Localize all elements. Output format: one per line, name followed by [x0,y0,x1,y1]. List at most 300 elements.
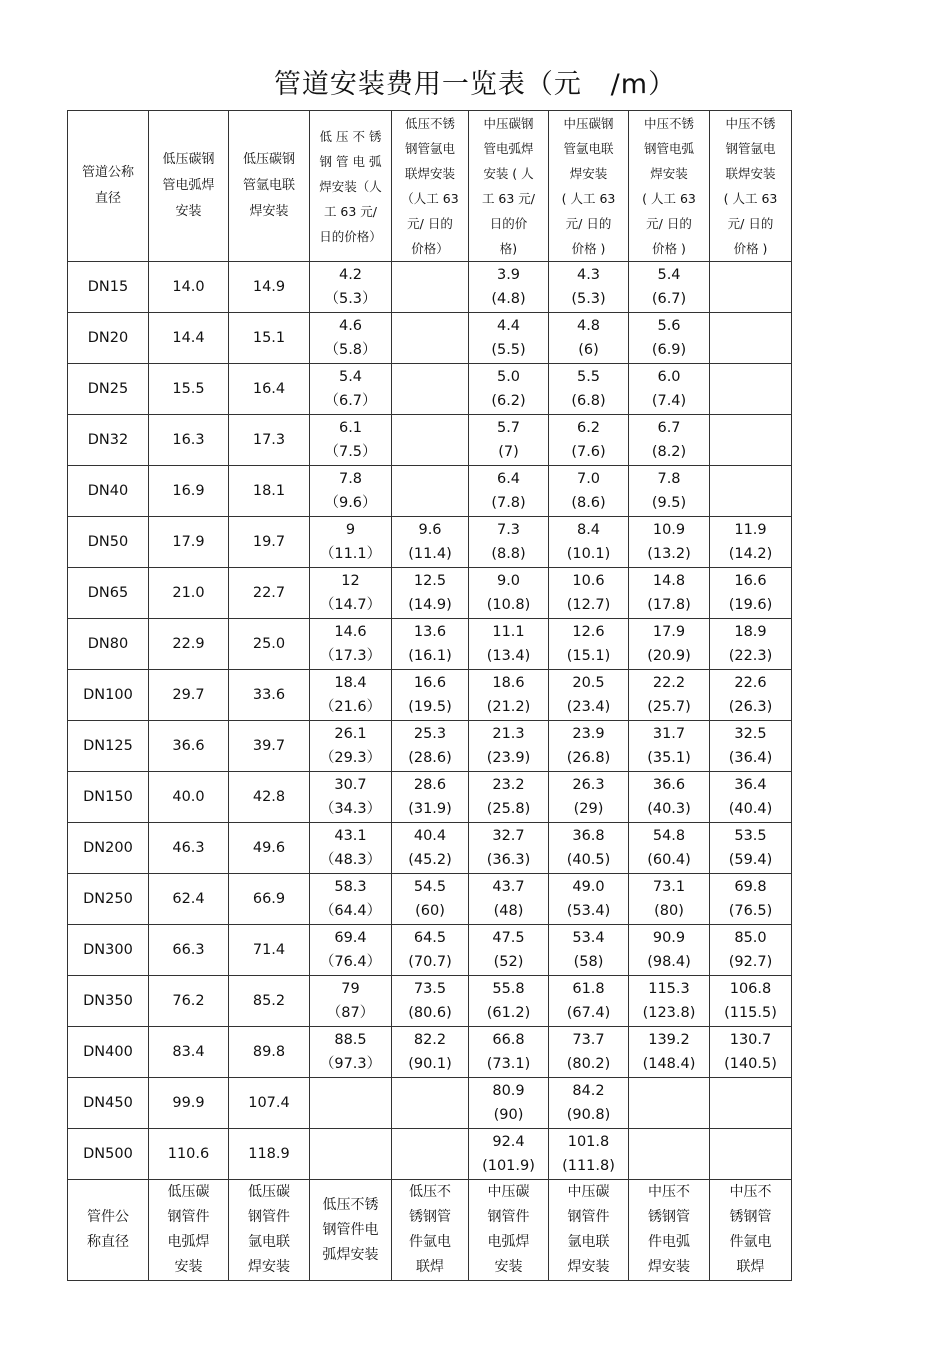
price-value: 11.9 [734,522,767,538]
table-row [68,517,792,568]
price-alt-value: （87） [326,1005,375,1021]
price-alt-value: （9.6） [324,495,377,511]
price-cell [229,1027,310,1078]
pipe-diameter-cell [68,1078,149,1129]
price-value: 73.7 [572,1032,605,1048]
price-value: 23.2 [492,777,525,793]
price-alt-value: (45.2) [408,852,452,868]
price-cell [229,925,310,976]
price-cell [710,1078,792,1129]
price-value: 14.8 [652,573,686,589]
price-alt-value: (5.5) [491,342,526,358]
price-alt-value: (10.8) [486,597,531,613]
price-cell [392,364,469,415]
price-alt-value: (15.1) [566,648,611,664]
price-value: 139.2 [648,1032,690,1048]
price-value: 73.1 [652,879,686,895]
pipe-diameter-cell [68,568,149,619]
price-cell [392,976,469,1027]
price-value: 53.4 [572,930,605,946]
header-cell [310,111,392,262]
price-cell [310,1129,392,1180]
price-alt-value: (21.2) [486,699,531,715]
price-value: 16.3 [172,432,205,448]
price-cell [310,976,392,1027]
page-title: 管道安装费用一览表（元 /m） [273,69,677,100]
header-label: 中压碳钢 管氩电联 焊安装 ( 人工 63 元/ 日的 价格 ) [561,116,616,256]
table-row [68,466,792,517]
price-cell [392,670,469,721]
price-value: 66.9 [252,891,286,907]
pipe-diameter-label: DN20 [87,330,129,346]
price-alt-value: (23.4) [566,699,611,715]
table-row [68,1078,792,1129]
price-cell [710,568,792,619]
price-cell [549,721,629,772]
price-value: 18.4 [334,675,367,691]
price-cell [629,619,710,670]
price-alt-value: (80.2) [566,1056,611,1072]
price-alt-value: (111.8) [562,1158,615,1174]
price-cell [469,772,549,823]
price-cell [229,721,310,772]
header-label: 中压不锈 钢管电弧 焊安装 ( 人工 63 元/ 日的 价格 ) [642,116,696,256]
price-cell [710,772,792,823]
header-cell [392,111,469,262]
price-value: 14.6 [334,624,367,640]
price-value: 6.2 [576,420,601,436]
header-cell [629,111,710,262]
price-cell [629,262,710,313]
price-cell [469,466,549,517]
price-alt-value: (67.4) [566,1005,611,1021]
price-cell [149,1027,229,1078]
price-value: 66.8 [492,1032,525,1048]
price-cell [229,517,310,568]
price-cell [549,1129,629,1180]
price-value: 53.5 [734,828,767,844]
pipe-diameter-label: DN50 [87,534,129,550]
price-value: 14.4 [172,330,205,346]
table-row [68,568,792,619]
price-value: 15.1 [252,330,286,346]
price-alt-value: (31.9) [408,801,452,817]
price-value: 32.5 [734,726,767,742]
price-cell [392,925,469,976]
table-row [68,619,792,670]
pipe-diameter-cell [68,1129,149,1180]
price-cell [469,1027,549,1078]
price-cell [229,568,310,619]
price-cell [629,568,710,619]
price-cell [469,568,549,619]
price-cell [310,772,392,823]
table-row [68,874,792,925]
price-cell [710,874,792,925]
price-cell [229,823,310,874]
price-cell [629,1078,710,1129]
pipe-diameter-label: DN80 [87,636,129,652]
price-cell [710,619,792,670]
price-cell [549,313,629,364]
header-label: 管道公称 直径 [81,165,134,206]
price-alt-value: （17.3） [319,648,382,664]
pipe-diameter-cell [68,364,149,415]
price-cell [710,313,792,364]
pipe-diameter-label: DN450 [83,1095,133,1111]
price-value: 110.6 [167,1146,210,1162]
price-value: 5.6 [657,318,681,334]
price-alt-value: (70.7) [408,954,452,970]
price-alt-value: (60) [415,903,445,919]
price-value: 20.5 [572,675,605,691]
price-alt-value: (80) [654,903,684,919]
price-value: 22.9 [172,636,205,652]
price-alt-value: (5.3) [571,291,606,307]
price-alt-value: (7.6) [571,444,606,460]
price-value: 43.7 [492,879,525,895]
price-alt-value: (7.4) [651,393,687,409]
price-cell [549,364,629,415]
price-value: 16.9 [172,483,205,499]
price-cell [229,415,310,466]
price-cell [629,976,710,1027]
table-row [68,1027,792,1078]
price-cell [229,670,310,721]
price-cell [629,415,710,466]
pipe-diameter-cell [68,925,149,976]
price-cell [229,976,310,1027]
price-alt-value: (53.4) [566,903,611,919]
price-cell [310,823,392,874]
price-alt-value: (26.8) [566,750,611,766]
price-value: 13.6 [413,624,447,640]
price-cell [549,823,629,874]
price-value: 4.4 [496,318,521,334]
price-value: 5.0 [496,369,521,385]
price-value: 18.6 [492,675,525,691]
price-alt-value: (80.6) [408,1005,452,1021]
price-alt-value: （14.7） [319,597,382,613]
price-cell [149,976,229,1027]
pipe-diameter-label: DN200 [83,840,133,856]
price-value: 9.0 [496,573,521,589]
price-alt-value: (36.3) [486,852,531,868]
price-value: 7.8 [338,471,363,487]
price-alt-value: (19.6) [728,597,773,613]
price-alt-value: (14.2) [728,546,773,562]
price-alt-value: （6.7） [324,393,377,409]
price-cell [149,772,229,823]
price-cell [149,823,229,874]
price-alt-value: (9.5) [651,495,687,511]
price-cell [149,1129,229,1180]
price-value: 16.4 [252,381,286,397]
price-cell [310,1078,392,1129]
price-value: 6.1 [338,420,363,436]
price-value: 9 [345,522,356,538]
price-alt-value: (14.9) [408,597,452,613]
price-cell [549,619,629,670]
header-label: 低压碳钢 管氩电联 焊安装 [242,152,295,219]
price-cell [710,1027,792,1078]
price-value: 36.8 [572,828,605,844]
price-cell [710,1129,792,1180]
price-cell [469,262,549,313]
price-cell [549,262,629,313]
table-row [68,1129,792,1180]
price-alt-value: (6.9) [651,342,687,358]
price-cell [549,415,629,466]
price-value: 15.5 [172,381,205,397]
fittings-header-cell [710,1180,792,1281]
price-alt-value: (6.7) [651,291,687,307]
price-cell [229,619,310,670]
price-value: 42.8 [252,789,286,805]
price-value: 6.0 [657,369,681,385]
pipe-diameter-label: DN25 [87,381,129,397]
price-value: 21.3 [492,726,525,742]
price-value: 55.8 [492,981,525,997]
price-alt-value: (40.3) [647,801,691,817]
header-row [68,111,792,262]
price-alt-value: (140.5) [724,1056,777,1072]
header-label: 低 压 不 锈 钢 管 电 弧 焊安装（人 工 63 元/ 日的价格） [319,128,382,244]
price-alt-value: (123.8) [642,1005,696,1021]
price-value: 99.9 [172,1095,205,1111]
price-value: 28.6 [413,777,447,793]
price-value: 47.5 [492,930,525,946]
price-value: 6.4 [496,471,521,487]
pipe-diameter-label: DN15 [87,279,129,295]
price-cell [149,619,229,670]
table-row [68,364,792,415]
price-value: 4.3 [576,267,601,283]
price-alt-value: (73.1) [486,1056,531,1072]
price-alt-value: （97.3） [319,1056,382,1072]
pipe-diameter-label: DN350 [83,993,133,1009]
price-value: 12.5 [413,573,447,589]
price-cell [392,721,469,772]
price-alt-value: (10.1) [566,546,611,562]
price-value: 17.9 [172,534,205,550]
price-alt-value: (6.8) [571,393,606,409]
price-alt-value: （5.3） [324,291,377,307]
price-value: 5.4 [338,369,363,385]
price-value: 25.3 [413,726,447,742]
fittings-header-label: 中压碳 钢管件 电弧焊 安装 [487,1184,530,1275]
price-alt-value: (20.9) [647,648,691,664]
price-cell [392,517,469,568]
price-value: 43.1 [334,828,367,844]
price-cell [310,313,392,364]
price-alt-value: （76.4） [319,954,382,970]
price-cell [710,517,792,568]
price-value: 49.0 [572,879,605,895]
pipe-diameter-label: DN150 [83,789,133,805]
pipe-diameter-cell [68,415,149,466]
price-value: 69.8 [734,879,767,895]
fittings-header-cell [310,1180,392,1281]
price-cell [549,670,629,721]
price-alt-value: (101.9) [482,1158,535,1174]
price-cell [549,466,629,517]
price-alt-value: (17.8) [647,597,691,613]
price-value: 118.9 [248,1146,290,1162]
price-cell [629,313,710,364]
fittings-header-cell [629,1180,710,1281]
price-cell [392,823,469,874]
price-cell [229,772,310,823]
price-cell [549,517,629,568]
price-value: 79 [341,981,360,997]
price-value: 90.9 [652,930,686,946]
price-alt-value: (23.9) [486,750,531,766]
fittings-header-cell [549,1180,629,1281]
pipe-diameter-cell [68,976,149,1027]
price-value: 16.6 [413,675,447,691]
price-value: 14.0 [172,279,205,295]
price-alt-value: (40.5) [566,852,611,868]
price-cell [392,874,469,925]
price-cell [149,466,229,517]
table-row [68,925,792,976]
price-value: 19.7 [252,534,286,550]
price-alt-value: (12.7) [566,597,611,613]
pipe-diameter-cell [68,721,149,772]
price-cell [229,262,310,313]
header-cell [229,111,310,262]
price-cell [710,721,792,772]
price-cell [469,721,549,772]
price-value: 69.4 [334,930,367,946]
price-value: 18.9 [734,624,767,640]
price-cell [710,670,792,721]
price-cell [629,823,710,874]
price-cell [549,925,629,976]
pipe-diameter-cell [68,262,149,313]
price-alt-value: (148.4) [642,1056,696,1072]
price-alt-value: (90) [493,1107,524,1123]
price-alt-value: (40.4) [728,801,773,817]
fittings-header-cell [229,1180,310,1281]
price-alt-value: (25.7) [647,699,691,715]
price-alt-value: （21.6） [319,699,382,715]
fittings-header-label: 中压不 锈钢管 件电弧 焊安装 [648,1184,690,1275]
price-alt-value: （7.5） [324,444,377,460]
price-alt-value: （29.3） [319,750,382,766]
pipe-diameter-label: DN300 [83,942,133,958]
price-cell [310,517,392,568]
header-label: 中压不锈 钢管氩电 联焊安装 ( 人工 63 元/ 日的 价格 ) [723,116,778,256]
fittings-header-cell [469,1180,549,1281]
price-cell [149,874,229,925]
price-cell [149,517,229,568]
fittings-header-label: 管件公 称直径 [87,1209,129,1250]
price-cell [392,262,469,313]
price-value: 62.4 [172,891,205,907]
header-cell [149,111,229,262]
fittings-header-label: 低压不锈 钢管件电 弧焊安装 [322,1196,379,1263]
price-cell [310,415,392,466]
price-alt-value: （48.3） [319,852,382,868]
price-value: 54.8 [652,828,686,844]
cost-table [67,110,792,1281]
price-alt-value: (16.1) [408,648,452,664]
price-value: 30.7 [334,777,367,793]
price-cell [629,670,710,721]
price-cell [310,466,392,517]
price-alt-value: (52) [493,954,524,970]
price-cell [310,874,392,925]
price-cell [629,925,710,976]
table-row [68,772,792,823]
price-cell [229,874,310,925]
price-value: 23.9 [572,726,605,742]
header-label: 中压碳钢 管电弧焊 安装 ( 人 工 63 元/ 日的价 格) [481,116,536,256]
price-cell [710,415,792,466]
price-cell [629,772,710,823]
price-value: 7.0 [576,471,601,487]
price-alt-value: (48) [493,903,524,919]
price-value: 17.3 [252,432,286,448]
table-row [68,262,792,313]
price-cell [469,976,549,1027]
fittings-header-cell [68,1180,149,1281]
price-alt-value: (35.1) [647,750,691,766]
header-cell [710,111,792,262]
price-alt-value: (8.2) [651,444,687,460]
price-cell [469,517,549,568]
price-cell [310,364,392,415]
price-value: 40.0 [172,789,205,805]
price-value: 26.1 [334,726,367,742]
pipe-diameter-label: DN250 [83,891,133,907]
price-value: 36.4 [734,777,767,793]
price-value: 9.6 [418,522,442,538]
price-alt-value: (25.8) [486,801,531,817]
price-cell [149,313,229,364]
price-value: 22.2 [652,675,686,691]
price-value: 83.4 [172,1044,205,1060]
price-alt-value: (8.8) [491,546,526,562]
price-cell [149,262,229,313]
price-cell [710,466,792,517]
price-value: 39.7 [252,738,286,754]
price-alt-value: (60.4) [647,852,691,868]
price-cell [229,313,310,364]
price-alt-value: (90.1) [408,1056,452,1072]
price-cell [310,1027,392,1078]
price-value: 33.6 [252,687,286,703]
price-value: 17.9 [652,624,686,640]
pipe-diameter-label: DN40 [87,483,129,499]
price-value: 84.2 [572,1083,605,1099]
price-cell [149,364,229,415]
price-value: 115.3 [648,981,690,997]
price-value: 10.6 [572,573,605,589]
table-row [68,823,792,874]
fittings-header-label: 中压不 锈钢管 件氩电 联焊 [729,1184,772,1275]
pipe-diameter-label: DN500 [83,1146,133,1162]
price-alt-value: （64.4） [319,903,382,919]
price-cell [710,925,792,976]
header-label: 低压不锈 钢管氩电 联焊安装 （人工 63 元/ 日的 价格） [401,116,459,256]
price-cell [392,313,469,364]
pipe-diameter-label: DN400 [83,1044,133,1060]
price-alt-value: (36.4) [728,750,773,766]
price-cell [229,1078,310,1129]
